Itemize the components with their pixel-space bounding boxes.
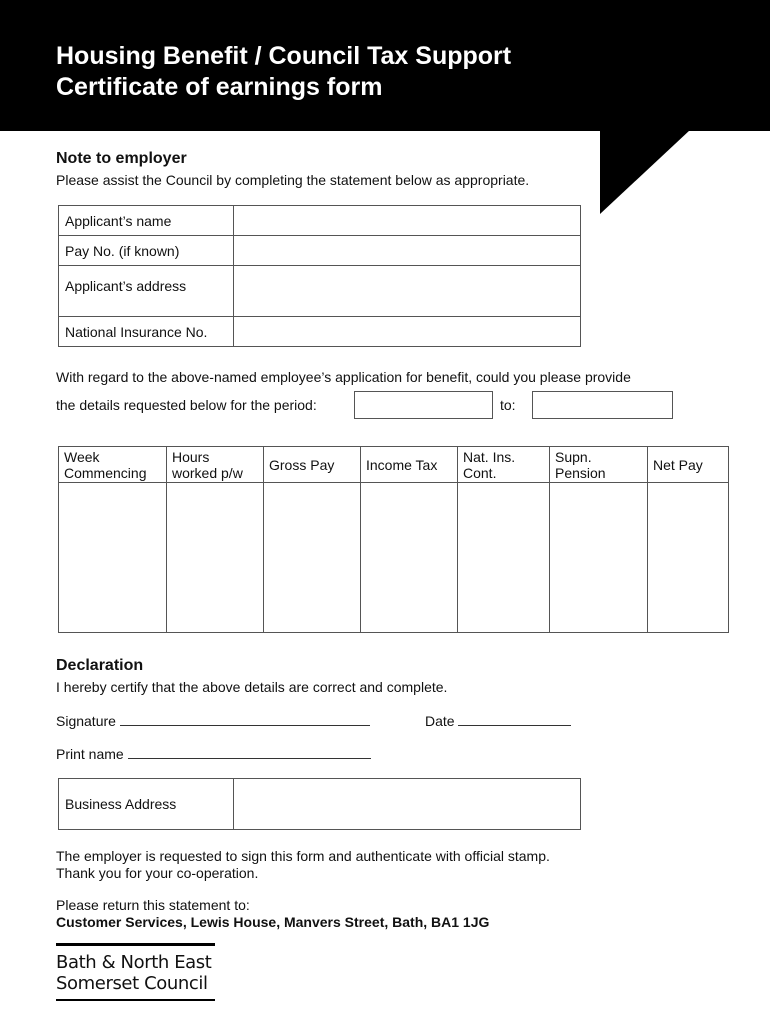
week-commencing-cell[interactable] xyxy=(59,483,167,633)
net-pay-cell[interactable] xyxy=(648,483,729,633)
logo-line-1: Bath & North East xyxy=(56,952,212,973)
signature-row xyxy=(56,712,370,729)
applicant-name-label: Applicant’s name xyxy=(59,206,234,236)
applicant-address-field[interactable] xyxy=(234,266,581,317)
return-instruction: Please return this statement to: xyxy=(56,897,250,913)
col-gross-pay: Gross Pay xyxy=(264,447,361,483)
date-label: Date xyxy=(425,713,455,729)
earnings-table xyxy=(58,446,729,633)
applicant-address-label: Applicant’s address xyxy=(59,266,234,317)
col-nat-ins xyxy=(458,447,550,483)
thank-you-text: Thank you for your co-operation. xyxy=(56,865,259,881)
date-line[interactable] xyxy=(458,712,571,726)
pay-number-label: Pay No. (if known) xyxy=(59,236,234,266)
col-natins-line2: Cont. xyxy=(463,464,497,481)
title-line-1: Housing Benefit / Council Tax Support xyxy=(56,42,512,70)
period-from-field[interactable] xyxy=(354,391,493,419)
ni-number-field[interactable] xyxy=(234,317,581,347)
logo-line-2: Somerset Council xyxy=(56,973,208,994)
logo-bottom-rule xyxy=(56,999,215,1001)
col-pension-line1: Supn. xyxy=(555,448,592,465)
col-hours-worked xyxy=(167,447,264,483)
period-to-label: to: xyxy=(500,397,516,413)
pension-cell[interactable] xyxy=(550,483,648,633)
col-week-line2: Commencing xyxy=(64,464,147,481)
date-row xyxy=(425,712,571,729)
period-to-field[interactable] xyxy=(532,391,673,419)
header-banner-tail xyxy=(600,130,690,214)
col-natins-line1: Nat. Ins. xyxy=(463,448,516,465)
note-text: Please assist the Council by completing the statement below as appropriate. xyxy=(56,172,530,188)
logo-top-rule xyxy=(56,943,215,946)
col-hours-line1: Hours xyxy=(172,448,210,465)
ni-number-label: National Insurance No. xyxy=(59,317,234,347)
pay-number-field[interactable] xyxy=(234,236,581,266)
col-net-pay: Net Pay xyxy=(648,447,729,483)
applicant-table xyxy=(58,205,581,347)
col-hours-line2: worked p/w xyxy=(172,464,243,481)
title-line-2: Certificate of earnings form xyxy=(56,73,383,101)
business-address-table xyxy=(58,778,581,830)
council-logo xyxy=(56,943,215,1001)
period-intro: With regard to the above-named employee’s application for benefit, could you please provide xyxy=(56,369,631,385)
print-name-row xyxy=(56,745,371,762)
print-name-label: Print name xyxy=(56,746,124,762)
gross-pay-cell[interactable] xyxy=(264,483,361,633)
col-week-line1: Week xyxy=(64,448,100,465)
signature-label: Signature xyxy=(56,713,116,729)
stamp-instruction: The employer is requested to sign this form and authenticate with official stamp. xyxy=(56,848,550,864)
applicant-name-field[interactable] xyxy=(234,206,581,236)
hours-worked-cell[interactable] xyxy=(167,483,264,633)
signature-line[interactable] xyxy=(120,712,370,726)
col-income-tax: Income Tax xyxy=(361,447,458,483)
declaration-heading: Declaration xyxy=(56,657,144,674)
col-week-commencing xyxy=(59,447,167,483)
business-address-label: Business Address xyxy=(59,779,234,830)
col-pension xyxy=(550,447,648,483)
income-tax-cell[interactable] xyxy=(361,483,458,633)
note-heading: Note to employer xyxy=(56,150,187,167)
business-address-field[interactable] xyxy=(234,779,581,830)
col-pension-line2: Pension xyxy=(555,464,606,481)
nat-ins-cell[interactable] xyxy=(458,483,550,633)
declaration-text: I hereby certify that the above details are correct and complete. xyxy=(56,679,448,695)
period-label: the details requested below for the period: xyxy=(56,397,317,413)
return-address: Customer Services, Lewis House, Manvers Street, Bath, BA1 1JG xyxy=(56,914,490,930)
page-title xyxy=(56,41,511,103)
print-name-line[interactable] xyxy=(128,745,371,759)
